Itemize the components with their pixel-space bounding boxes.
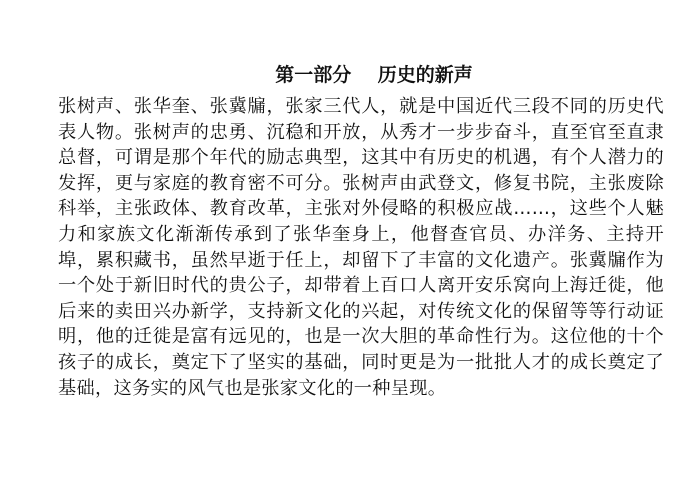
section-title: 第一部分 历史的新声	[275, 64, 473, 86]
body-paragraph: 张树声、张华奎、张冀牖，张家三代人，就是中国近代三段不同的历史代表人物。张树声的忠勇、沉稳和开放，从秀才一步步奋斗，直至官至直隶总督，可谓是那个年代的励志典型，这其中有历史的机遇，有个人潜力的发挥，更与家庭的教育密不可分。张树声由武登文，修复书院，主张废除科举，主张政体、教育改革，主张对外侵略的积极应战……，这些个人魅力和家族文化渐渐传承到了张华奎身上，他督查官员、办洋务、主持开埠，累积藏书，虽然早逝于任上，却留下了丰富的文化遗产。张冀牖作为一个处于新旧时代的贵公子，却带着上百口人离开安乐窝向上海迁徙，他后来的卖田兴办新学，支持新文化的兴起，对传统文化的保留等等行动证明，他的迁徙是富有远见的，也是一次大胆的革命性行为。这位他的十个孩子的成长，奠定下了坚实的基础，同时更是为一批批人才的成长奠定了基础，这务实的风气也是张家文化的一种呈现。	[58, 96, 664, 399]
